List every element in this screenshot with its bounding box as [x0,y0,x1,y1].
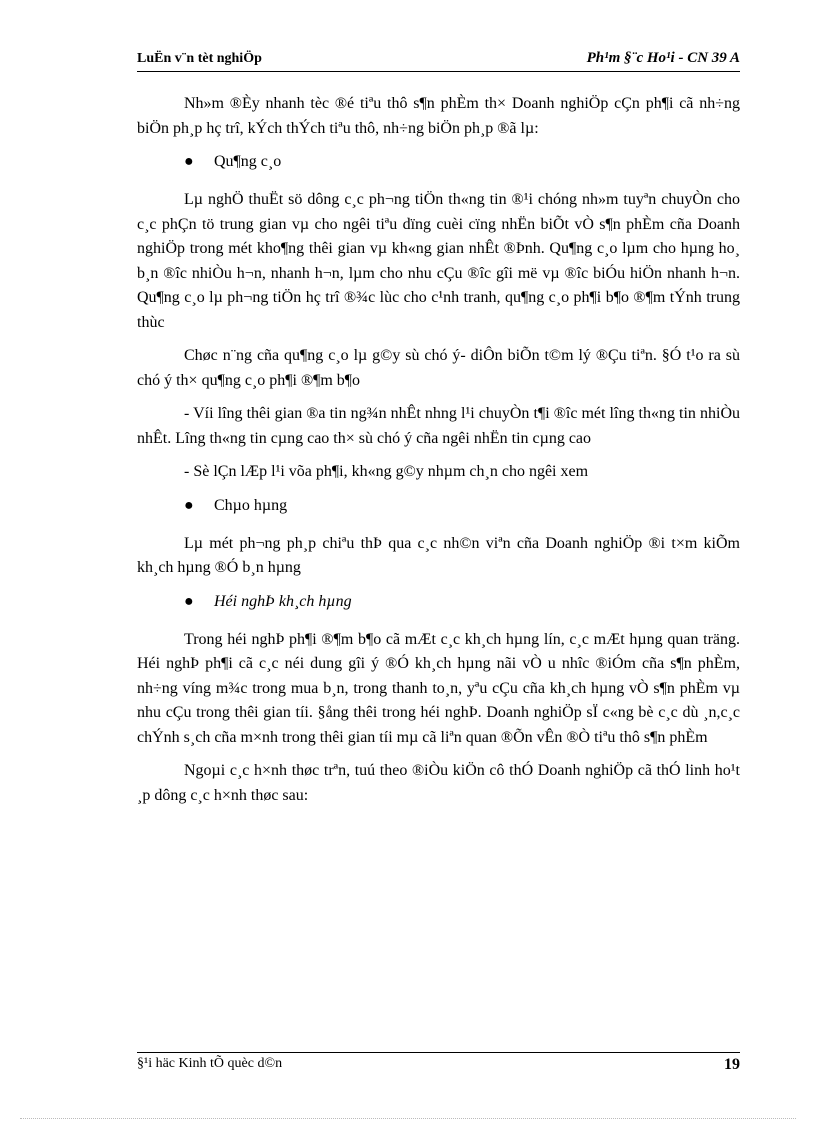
page-header [137,48,740,72]
header-left: LuËn v¨n tèt nghiÖp [137,51,262,66]
footer-rule [137,1052,740,1053]
dash-item-1: - Víi lîng thêi gian ®a tin ng¾n nhÊt nhng l¹i chuyÒn t¶i ®îc mét lîng th«ng tin nhiÒu nhÊt. Lîng th«ng tin cµng cao th× sù chó ý cña ngêi nhËn tin cµng cao [137,405,740,447]
bullet-icon: ● [184,592,194,610]
page-body [137,92,740,817]
dash-item-2: - Sè lÇn lÆp l¹i võa ph¶i, kh«ng g©y nhµm ch¸n cho ngêi xem [184,463,589,480]
page-footer [137,1056,740,1072]
header-rule [137,71,740,72]
bullet-icon: ● [184,496,194,514]
paragraph-4: Lµ mét ph¬ng ph¸p chiªu thÞ qua c¸c nh©n viªn cña Doanh nghiÖp ®i t×m kiÕm kh¸ch hµng ®Ó b¸n hµng [137,534,740,576]
header-right: Ph¹m §¨c Ho¹i - CN 39 A [586,50,740,66]
footer-left: §¹i häc Kinh tÕ quèc d©n [137,1056,283,1071]
paragraph-3: Chøc n¨ng cña qu¶ng c¸o lµ g©y sù chó ý- diÔn biÕn t©m lý ®Çu tiªn. §Ó t¹o ra sù chó ý th× qu¶ng c¸o ph¶i ®¶m b¶o [137,347,740,389]
page-bottom-border [20,1118,796,1119]
page-number: 19 [724,1056,740,1073]
paragraph-1: Nh»m ®Èy nhanh tèc ®é tiªu thô s¶n phÈm th× Doanh nghiÖp cÇn ph¶i cã nh÷ng biÖn ph¸p hç trî, kÝch thÝch tiªu thô, nh÷ng biÖn ph¸p ®ã lµ: [137,95,740,137]
paragraph-2: Lµ nghÖ thuËt sö dông c¸c ph¬ng tiÖn th«ng tin ®¹i chóng nh»m tuyªn chuyÒn cho c¸c phÇn tö trung gian vµ cho ngêi tiªu dïng cuèi cïng nhËn biÕt vÒ s¶n phÈm cña Doanh nghiÖp trong mét kho¶ng thêi gian vµ kh«ng gian nhÊt ®Þnh. Qu¶ng c¸o lµm cho hµng ho¸ b¸n ®îc nhiÒu h¬n, nhanh h¬n, lµm cho nhu cÇu ®îc gîi më vµ ®îc biÓu hiÖn nhanh h¬n. Qu¶ng c¸o lµ ph¬ng tiÖn hç trî ®¾c lùc cho c¹nh tranh, qu¶ng c¸o ph¶i b¶o ®¶m tÝnh trung thùc [137,191,740,331]
bullet-item-3 [137,590,740,614]
bullet-label-3: Héi nghÞ kh¸ch hµng [214,592,352,610]
bullet-icon: ● [184,153,194,170]
bullet-label-2: Chµo hµng [214,496,288,514]
paragraph-6: Ngoµi c¸c h×nh thøc trªn, tuú theo ®iÒu kiÖn cô thÓ Doanh nghiÖp cã thÓ linh ho¹t ¸p dông c¸c h×nh thøc sau: [137,762,740,804]
paragraph-5: Trong héi nghÞ ph¶i ®¶m b¶o cã mÆt c¸c kh¸ch hµng lín, c¸c mÆt hµng quan träng. Héi nghÞ ph¶i cã c¸c néi dung gîi ý ®Ó kh¸ch hµng nãi vÒ u nhîc ®iÓm cña s¶n phÈm, nh÷ng víng m¾c trong mua b¸n, trong thanh to¸n, yªu cÇu cña kh¸ch hµng vÒ s¶n phÈm vµ nhu cÇu trong thêi gian tíi. §ång thêi trong héi nghÞ. Doanh nghiÖp sÏ c«ng bè c¸c dù ¸n,c¸c chÝnh s¸ch cña m×nh trong thêi gian tíi mµ cã liªn quan ®Õn vÊn ®Ò tiªu thô s¶n phÈm [137,630,740,746]
bullet-item-1 [137,150,740,174]
bullet-item-2 [137,494,740,518]
bullet-label-1: Qu¶ng c¸o [214,153,282,170]
